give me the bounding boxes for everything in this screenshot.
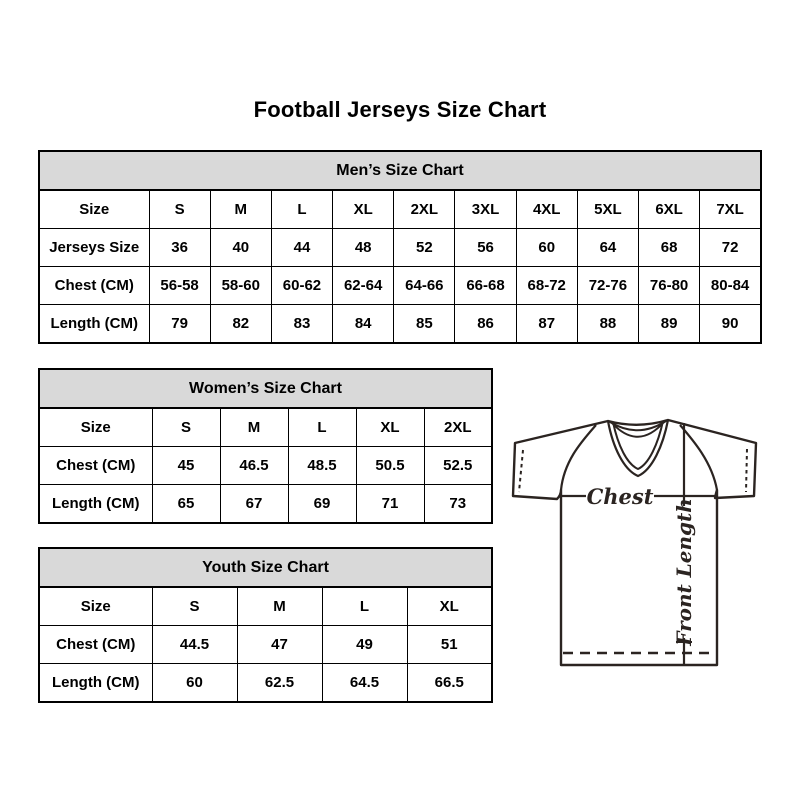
data-cell: 50.5 (356, 447, 424, 485)
row-header-cell: Size (39, 190, 149, 229)
data-cell: 44 (271, 229, 332, 267)
table-title: Women’s Size Chart (39, 369, 492, 408)
data-cell: M (237, 587, 322, 626)
data-cell: 72 (700, 229, 761, 267)
data-cell: 86 (455, 305, 516, 344)
chest-label: Chest (586, 484, 654, 509)
data-cell: 64 (577, 229, 638, 267)
table-row (39, 267, 761, 305)
mens-size-table (38, 150, 762, 344)
data-cell: 48.5 (288, 447, 356, 485)
data-cell: 71 (356, 485, 424, 524)
right-armhole-seam (680, 425, 717, 490)
data-cell: 40 (210, 229, 271, 267)
table-row (39, 626, 492, 664)
youth-size-table (38, 547, 493, 703)
data-cell: 5XL (577, 190, 638, 229)
data-cell: 68 (639, 229, 700, 267)
data-cell: M (210, 190, 271, 229)
table-title: Youth Size Chart (39, 548, 492, 587)
data-cell: 64-66 (394, 267, 455, 305)
data-cell: 58-60 (210, 267, 271, 305)
page-title: Football Jerseys Size Chart (253, 97, 547, 122)
data-cell: 6XL (639, 190, 700, 229)
data-cell: 60 (516, 229, 577, 267)
row-header-cell: Size (39, 408, 152, 447)
data-cell: S (149, 190, 210, 229)
data-cell: 90 (700, 305, 761, 344)
data-cell: 2XL (424, 408, 492, 447)
table-row (39, 190, 761, 229)
data-cell: 85 (394, 305, 455, 344)
row-header-cell: Chest (CM) (39, 626, 152, 664)
table-row (39, 447, 492, 485)
data-cell: 82 (210, 305, 271, 344)
table-row (39, 229, 761, 267)
data-cell: 60-62 (271, 267, 332, 305)
data-cell: 56 (455, 229, 516, 267)
data-cell: 62.5 (237, 664, 322, 703)
data-cell: L (322, 587, 407, 626)
left-armhole-seam (561, 425, 596, 490)
data-cell: 2XL (394, 190, 455, 229)
data-cell: XL (356, 408, 424, 447)
data-cell: XL (407, 587, 492, 626)
front-length-label: Front Length (672, 498, 696, 646)
row-header-cell: Length (CM) (39, 305, 149, 344)
row-header-cell: Chest (CM) (39, 267, 149, 305)
data-cell: 66-68 (455, 267, 516, 305)
data-cell: 66.5 (407, 664, 492, 703)
data-cell: 52.5 (424, 447, 492, 485)
data-cell: 76-80 (639, 267, 700, 305)
data-cell: 48 (333, 229, 394, 267)
data-cell: 62-64 (333, 267, 394, 305)
data-cell: 73 (424, 485, 492, 524)
data-cell: 56-58 (149, 267, 210, 305)
table-row (39, 587, 492, 626)
data-cell: 46.5 (220, 447, 288, 485)
data-cell: 3XL (455, 190, 516, 229)
data-cell: 87 (516, 305, 577, 344)
data-cell: 88 (577, 305, 638, 344)
table-title-row (39, 151, 761, 190)
table-row (39, 485, 492, 524)
left-cuff-dashed-line (519, 450, 523, 492)
data-cell: 65 (152, 485, 220, 524)
womens-size-table (38, 368, 493, 524)
row-header-cell: Chest (CM) (39, 447, 152, 485)
data-cell: 79 (149, 305, 210, 344)
row-header-cell: Length (CM) (39, 664, 152, 703)
data-cell: S (152, 408, 220, 447)
table-title: Men’s Size Chart (39, 151, 761, 190)
table-row (39, 305, 761, 344)
data-cell: XL (333, 190, 394, 229)
data-cell: 60 (152, 664, 237, 703)
data-cell: 47 (237, 626, 322, 664)
data-cell: 80-84 (700, 267, 761, 305)
data-cell: 72-76 (577, 267, 638, 305)
data-cell: 83 (271, 305, 332, 344)
data-cell: 89 (639, 305, 700, 344)
data-cell: 52 (394, 229, 455, 267)
data-cell: 67 (220, 485, 288, 524)
data-cell: S (152, 587, 237, 626)
data-cell: 51 (407, 626, 492, 664)
jersey-diagram-svg (503, 412, 768, 672)
jersey-measurement-diagram (503, 412, 768, 672)
row-header-cell: Jerseys Size (39, 229, 149, 267)
data-cell: 7XL (700, 190, 761, 229)
jersey-outline (513, 420, 756, 665)
data-cell: 84 (333, 305, 394, 344)
table-row (39, 664, 492, 703)
row-header-cell: Length (CM) (39, 485, 152, 524)
table-title-row (39, 369, 492, 408)
data-cell: 4XL (516, 190, 577, 229)
data-cell: 45 (152, 447, 220, 485)
table-row (39, 408, 492, 447)
data-cell: L (288, 408, 356, 447)
data-cell: 69 (288, 485, 356, 524)
row-header-cell: Size (39, 587, 152, 626)
table-title-row (39, 548, 492, 587)
data-cell: M (220, 408, 288, 447)
data-cell: 49 (322, 626, 407, 664)
data-cell: 44.5 (152, 626, 237, 664)
data-cell: L (271, 190, 332, 229)
data-cell: 68-72 (516, 267, 577, 305)
data-cell: 36 (149, 229, 210, 267)
right-cuff-dashed-line (746, 449, 747, 492)
data-cell: 64.5 (322, 664, 407, 703)
